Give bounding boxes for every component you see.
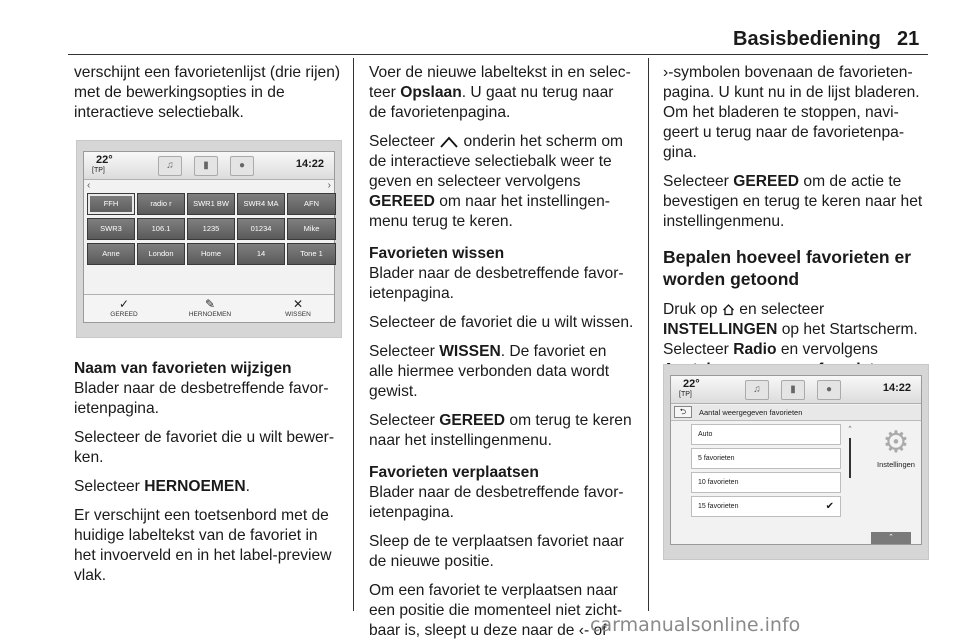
favorite-button[interactable]: AFN [287, 193, 336, 215]
column-1 [74, 63, 342, 132]
interactive-selection-bar [84, 294, 334, 322]
favorite-button[interactable]: 01234 [237, 218, 285, 240]
column-rule-2 [648, 58, 649, 611]
scrollbar[interactable] [847, 426, 853, 516]
phone-icon: ▮ [194, 156, 218, 176]
title-row [671, 405, 921, 421]
chevron-left-icon[interactable]: ‹ [87, 180, 91, 191]
chevron-right-icon[interactable]: › [327, 180, 331, 191]
section-heading-rename: Naam van favorieten wijzigen [74, 360, 292, 377]
checkmark-icon: ✓ [118, 297, 130, 311]
favorite-button[interactable]: FFH [87, 193, 135, 215]
status-bar [84, 152, 334, 180]
close-icon: ✕ [292, 297, 304, 311]
favorite-button[interactable]: 1235 [187, 218, 235, 240]
section-heading-delete: Favorieten wissen [369, 245, 505, 262]
intro-paragraph: verschijnt een favorietenlijst (drie rijen) met de bewerkingsopties in de interactieve selectiebalk. [74, 64, 341, 121]
list-item[interactable]: 10 favorieten [691, 472, 841, 493]
paragraph: Blader naar de desbetreffende favorietenpagina. [74, 380, 329, 417]
chevron-up-icon [439, 136, 459, 148]
favorite-button[interactable]: 14 [237, 243, 285, 265]
paragraph: Sleep de te verplaatsen favoriet naar de nieuwe positie. [369, 533, 624, 570]
chevron-up-icon: ^ [848, 426, 852, 432]
page-nav [84, 181, 334, 191]
paragraph: Selecteer de favoriet die u wilt bewerken. [74, 429, 335, 466]
paragraph: Blader naar de desbetreffende favorietenpagina. [369, 265, 624, 302]
favorite-button[interactable]: 106.1 [137, 218, 185, 240]
chevron-up-button[interactable]: ⌃ [871, 532, 911, 544]
favorite-button[interactable]: Home [187, 243, 235, 265]
header-rule [68, 54, 928, 55]
column-2 [369, 63, 635, 642]
temperature: 22° [96, 154, 113, 166]
onstar-icon: ● [230, 156, 254, 176]
scroll-thumb[interactable] [849, 438, 851, 478]
settings-label: Instellingen [877, 460, 915, 469]
column-3 [663, 63, 929, 389]
paragraph: Selecteer onderin het scherm om de interactieve selectiebalk weer te geven en selecteer vervolgens GEREED om naar het instellingenmenu terug te keren. [369, 133, 624, 230]
tp-indicator: [TP] [92, 167, 105, 174]
section-heading-move: Favorieten verplaatsen [369, 464, 539, 481]
page-header-title: Basisbediening [733, 28, 881, 50]
done-button[interactable]: ✓ GEREED [94, 297, 154, 318]
temperature: 22° [683, 378, 700, 390]
paragraph: Blader naar de desbetreffende favorietenpagina. [369, 484, 624, 521]
music-note-icon: ♫ [745, 380, 769, 400]
watermark: carmanualsonline.info [590, 614, 801, 636]
list-item[interactable]: 15 favorieten ✔ [691, 496, 841, 517]
favorite-button[interactable]: radio r [137, 193, 185, 215]
column-rule-1 [353, 58, 354, 611]
clock: 14:22 [882, 382, 911, 394]
phone-icon: ▮ [781, 380, 805, 400]
infotainment-screen [670, 375, 922, 545]
pencil-icon: ✎ [204, 297, 216, 311]
favorite-button[interactable]: SWR1 BW [187, 193, 235, 215]
status-bar [671, 376, 921, 404]
home-icon [722, 303, 735, 316]
gear-icon: ⚙ [882, 426, 910, 459]
favorites-edit-screenshot [76, 140, 342, 338]
onstar-icon: ● [817, 380, 841, 400]
infotainment-screen [83, 151, 335, 323]
screen-title: Aantal weergegeven favorieten [699, 408, 803, 417]
paragraph: Druk op en selecteer INSTELLINGEN op het Startscherm. Selecteer Radio en vervolgens [663, 301, 918, 358]
paragraph: Voer de nieuwe labeltekst in en selecteer Opslaan. U gaat nu terug naar de favorietenpagina. [369, 64, 631, 121]
list-item[interactable]: Auto [691, 424, 841, 445]
column-1-lower [74, 359, 342, 595]
paragraph: Selecteer HERNOEMEN. [74, 478, 250, 495]
tp-indicator: [TP] [679, 391, 692, 398]
clock: 14:22 [295, 158, 324, 170]
favorite-button[interactable]: Anne [87, 243, 135, 265]
paragraph: Selecteer WISSEN. De favoriet en alle hiermee verbonden data wordt gewist. [369, 343, 610, 400]
delete-button[interactable]: ✕ WISSEN [268, 297, 328, 318]
music-note-icon: ♫ [158, 156, 182, 176]
paragraph: ›-symbolen bovenaan de favorietenpagina. U kunt nu in de lijst bladeren. Om het bladeren te stoppen, navigeert u terug naar de favorietenpagina. [663, 64, 920, 161]
favorite-button[interactable]: SWR4 MA [237, 193, 285, 215]
favorite-button[interactable]: London [137, 243, 185, 265]
favorite-button[interactable]: Tone 1 [287, 243, 336, 265]
list-item[interactable]: 5 favorieten [691, 448, 841, 469]
favorite-button[interactable]: Mike [287, 218, 336, 240]
rename-button[interactable]: ✎ HERNOEMEN [180, 297, 240, 318]
back-arrow-icon[interactable]: ⮌ [674, 406, 692, 418]
paragraph: Selecteer GEREED om terug te keren naar het instellingenmenu. [369, 412, 632, 449]
section-heading-count: Bepalen hoeveel favorieten er worden getoond [663, 247, 912, 289]
checkmark-icon: ✔ [825, 501, 834, 512]
paragraph: Er verschijnt een toetsenbord met de huidige labeltekst van de favoriet in het invoerveld en in het label-preview vlak. [74, 507, 332, 584]
paragraph: Selecteer GEREED om de actie te bevestigen en terug te keren naar het instellingenmenu. [663, 173, 923, 230]
favorites-count-screenshot [663, 364, 929, 560]
paragraph: Om een favoriet te verplaatsen naar een positie die momenteel niet zichtbaar is, sleept u deze naar de ‹- of [369, 582, 623, 639]
favorite-button[interactable]: SWR3 [87, 218, 135, 240]
paragraph: Selecteer de favoriet die u wilt wissen. [369, 314, 634, 331]
page-number: 21 [897, 28, 920, 50]
settings-panel [871, 426, 921, 469]
